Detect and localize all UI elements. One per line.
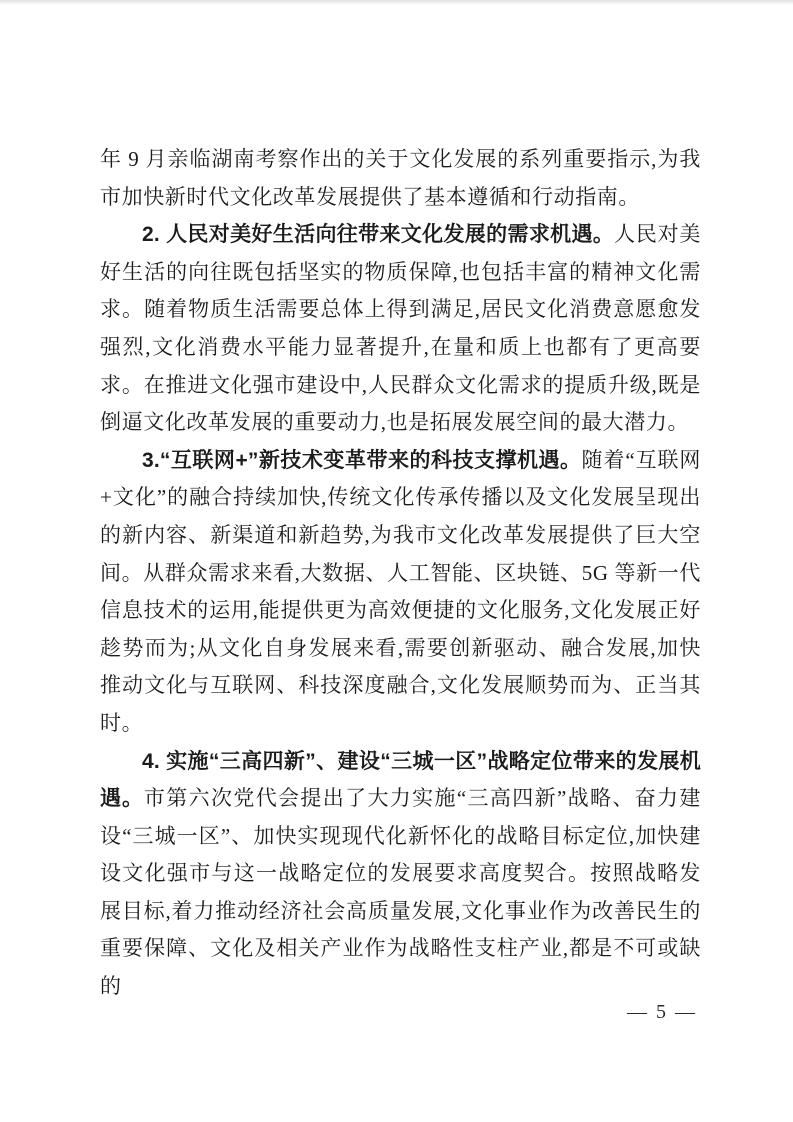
paragraph-body: 市第六次党代会提出了大力实施“三高四新”战略、奋力建设“三城一区”、加快实现现代化新怀化的战略目标定位,加快建设文化强市与这一战略定位的发展要求高度契合。按照战略发展目标,着力推动经济社会高质量发展,文化事业作为改善民生的重要保障、文化及相关产业作为战略性支柱产业,都是不可或缺的	[100, 786, 701, 999]
paragraph-body: 随着“互联网+文化”的融合持续加快,传统文化传承传播以及文化发展呈现出的新内容、新渠道和新趋势,为我市文化改革发展提供了巨大空间。从群众需求来看,大数据、人工智能、区块链、5G 等新一代信息技术的运用,能提供更为高效便捷的文化服务,文化发展正好趁势而为;从文化自身发展来看,需要创新驱动、融合发展,加快推动文化与互联网、科技深度融合,文化发展顺势而为、正当其时。	[100, 447, 701, 735]
paragraph-lead: 2. 人民对美好生活向往带来文化发展的需求机遇。	[142, 223, 615, 247]
paragraph-continuation	[100, 141, 701, 216]
paragraph-body: 人民对美好生活的向往既包括坚实的物质保障,也包括丰富的精神文化需求。随着物质生活需要总体上得到满足,居民文化消费意愿愈发强烈,文化消费水平能力显著提升,在量和质上也都有了更高要求。在推进文化强市建设中,人民群众文化需求的提质升级,既是倒逼文化改革发展的重要动力,也是拓展发展空间的最大潜力。	[100, 222, 701, 435]
scan-edge-artifact	[0, 0, 793, 5]
paragraph-body: 年 9 月亲临湖南考察作出的关于文化发展的系列重要指示,为我市加快新时代文化改革发展提供了基本遵循和行动指南。	[100, 147, 701, 209]
paragraph-item-2	[100, 216, 701, 442]
page-number: — 5 —	[627, 1001, 697, 1023]
body-text-block	[100, 141, 701, 1006]
paragraph-lead: 3.“互联网+”新技术变革带来的科技支撑机遇。	[142, 448, 582, 472]
paragraph-item-3	[100, 442, 701, 743]
paragraph-lead: 4. 实施“三高四新”、建设“三城一区”战略定位带来的发展机遇。	[100, 749, 701, 811]
paragraph-item-4	[100, 743, 701, 1006]
